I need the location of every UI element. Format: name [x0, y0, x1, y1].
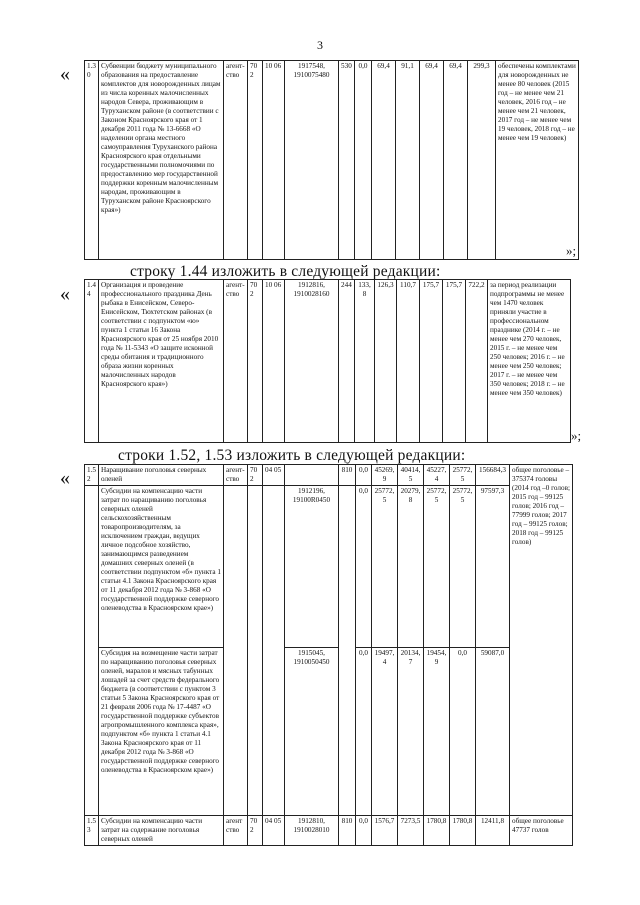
value-2016: 20134,7	[398, 648, 424, 816]
executor: агентство	[224, 816, 248, 846]
value-2015: 19497,4	[372, 648, 398, 816]
value-2016: 7273,5	[398, 816, 424, 846]
executor: агент-ство	[224, 280, 248, 443]
value-total: 156684,3	[476, 465, 510, 486]
expense-type-code: 530	[339, 61, 355, 260]
open-quote-2: «	[60, 283, 70, 305]
row-description: Субвенции бюджету муниципального образования на предоставление комплектов для новорожденных лицам из числа коренных малочисленных народов Севера, проживающим в Туруханском районе (в соответствии с Законом Красноярского края от 1 декабря 2011 года № 13-6668 «О наделении органа местного самоуправления Туруханского района Красноярского края отдельными государственными полномочиями по предоставлению мер государственной поддержки коренным малочисленным народам, проживающим в Туруханском районе Красноярского края»)	[99, 61, 224, 260]
row-number: 1.44	[85, 280, 99, 443]
value-2015: 126,3	[375, 280, 397, 443]
row-description: Наращивание поголовья северных оленей	[99, 465, 224, 486]
value-2018: 175,7	[443, 280, 466, 443]
expense-type-empty	[339, 486, 356, 816]
value-2017: 19454,9	[424, 648, 450, 816]
table-row-1-44	[84, 279, 571, 443]
row-number: 1.30	[85, 61, 99, 260]
value-total: 299,3	[468, 61, 496, 260]
value-2018: 25772,5	[450, 465, 476, 486]
expected-result: обеспечены комплектами для новорожденных не менее 80 человек (2015 год – не менее чем 21 человек, 2016 год – не менее чем 21 человек, 2017 год – не менее чем 19 человек, 2018 год – не менее чем 19 человек)	[496, 61, 579, 260]
expected-result: общее поголовье – 375374 головы (2014 год –0 голов; 2015 год – 99125 голов; 2016 год – 77999 голов; 2017 год – 99125 голов; 2018 год – 99125 голов)	[510, 465, 573, 816]
row-description: Субсидии на компенсацию части затрат по наращиванию поголовья северных оленей сельскохозяйственным товаропроизводителям, за исключением граждан, ведущих личное подсобное хозяйство, занимающимся разведением домашних северных оленей (в соответствии подпунктом «б» пункта 1 статьи 4.1 Закона Красноярского края от 11 декабря 2012 года № 3-868 «О государственной поддержке северного оленеводства в Красноярском крае»)	[99, 486, 224, 648]
table-row-1-52-subsidy-a	[85, 486, 573, 648]
target-code: 1912810, 1910028010	[285, 816, 339, 846]
section-heading-152: строки 1.52, 1.53 изложить в следующей редакции:	[118, 447, 466, 464]
value-2018: 0,0	[450, 648, 476, 816]
section-code: 04 05	[263, 816, 285, 846]
table-row-1-30	[84, 60, 579, 260]
table-row-1-52-subsidy-b	[85, 648, 573, 816]
table-rows-1-52-1-53	[84, 464, 573, 846]
section-code: 10 06	[263, 280, 285, 443]
value-2014: 133,8	[355, 280, 375, 443]
value-2015: 25772,5	[372, 486, 398, 648]
grbs-code: 702	[248, 61, 263, 260]
value-2018: 1780,8	[450, 816, 476, 846]
expense-type-code: 244	[339, 280, 355, 443]
expense-type-code: 810	[339, 816, 356, 846]
grbs-empty	[248, 486, 263, 816]
target-code: 1915045, 1910050450	[285, 648, 339, 816]
value-2015: 69,4	[372, 61, 396, 260]
row-number-empty	[85, 486, 99, 816]
value-2017: 69,4	[420, 61, 444, 260]
value-2016: 91,1	[396, 61, 420, 260]
value-2018: 69,4	[444, 61, 468, 260]
value-2016: 20279,8	[398, 486, 424, 648]
value-total: 97597,3	[476, 486, 510, 648]
close-mark-1: »;	[566, 243, 577, 258]
row-description: Субсидия на возмещение части затрат по наращиванию поголовья северных оленей, маралов и мясных табунных лошадей за счет средств федерального бюджета (в соответствии с пунктом 3 статьи 5 Закона Красноярского края от 21 февраля 2006 года № 17-4487 «О государственной поддержке субъектов агропромышленного комплекса края», подпунктом «б» пункта 1 статьи 4.1 Закона Красноярского края от 11 декабря 2012 года № 3-868 «О государственной поддержке северного оленеводства в Красноярском крае»)	[99, 648, 224, 816]
page-number: 3	[317, 38, 323, 52]
value-total: 59087,0	[476, 648, 510, 816]
value-2016: 40414,5	[398, 465, 424, 486]
value-2017: 25772,5	[424, 486, 450, 648]
executor: агент-ство	[224, 465, 248, 486]
target-code: 1912816, 1910028160	[285, 280, 339, 443]
value-2014: 0,0	[356, 486, 372, 648]
table-row-1-52	[85, 465, 573, 486]
grbs-code: 702	[248, 465, 263, 486]
target-code	[285, 465, 339, 486]
value-2014: 0,0	[356, 816, 372, 846]
value-2017: 175,7	[420, 280, 443, 443]
value-2015: 45269,9	[372, 465, 398, 486]
value-2018: 25772,5	[450, 486, 476, 648]
value-2017: 45227,4	[424, 465, 450, 486]
grbs-code: 702	[248, 816, 263, 846]
value-total: 12411,8	[476, 816, 510, 846]
section-code: 04 05	[263, 465, 285, 486]
executor-empty	[224, 486, 248, 816]
grbs-code: 702	[248, 280, 263, 443]
section-empty	[263, 486, 285, 816]
value-2015: 1576,7	[372, 816, 398, 846]
close-mark-2: »;	[571, 428, 582, 443]
row-number: 1.53	[85, 816, 99, 846]
value-2014: 0,0	[356, 648, 372, 816]
value-2014: 0,0	[356, 465, 372, 486]
row-description: Субсидии на компенсацию части затрат на содержание поголовья северных оленей	[99, 816, 224, 846]
section-heading-144: строку 1.44 изложить в следующей редакции:	[130, 263, 441, 280]
row-description: Организация и проведение профессионального праздника День рыбака в Енисейском, Северо-Енисейском, Тюхтетском районах (в соответствии с подпунктом «ю» пункта 1 статьи 16 Закона Красноярского края от 25 ноября 2010 года № 11-5343 «О защите исконной среды обитания и традиционного образа жизни коренных малочисленных народов Красноярского края»)	[99, 280, 224, 443]
value-2017: 1780,8	[424, 816, 450, 846]
value-2016: 110,7	[397, 280, 420, 443]
expected-result: за период реализации подпрограммы не менее чем 1470 человек приняли участие в профессиональном празднике (2014 г. – не менее чем 270 человек, 2015 г. – не менее чем 250 человек; 2016 г. – не менее чем 250 человек; 2017 г. – не менее чем 350 человек; 2018 г. – не менее чем 350 человек)	[488, 280, 571, 443]
open-quote-3: «	[60, 467, 70, 489]
row-number: 1.52	[85, 465, 99, 486]
expected-result: общее поголовье 47737 голов	[510, 816, 573, 846]
section-code: 10 06	[263, 61, 285, 260]
table-row-1-53	[85, 816, 573, 846]
executor: агент-ство	[224, 61, 248, 260]
expense-type-code: 810	[339, 465, 356, 486]
value-2014: 0,0	[355, 61, 372, 260]
target-code: 1912196, 19100R0450	[285, 486, 339, 648]
target-code: 1917548, 1910075480	[285, 61, 339, 260]
value-total: 722,2	[466, 280, 488, 443]
open-quote-1: «	[60, 63, 70, 85]
